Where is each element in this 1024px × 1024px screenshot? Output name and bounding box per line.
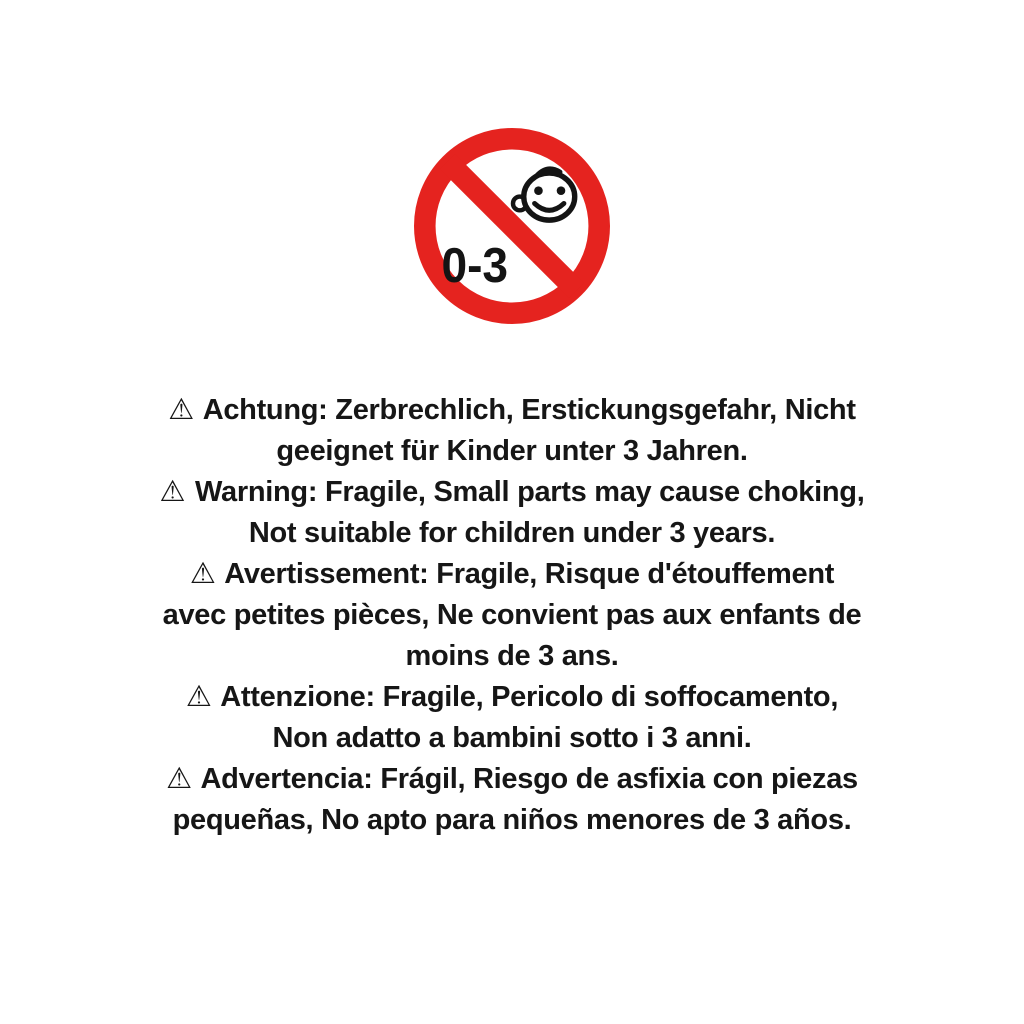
warning-text: Attenzione: Fragile, Pericolo di soffocamento, bbox=[220, 681, 839, 713]
warning-triangle-icon: ⚠ bbox=[168, 394, 194, 426]
warning-line bbox=[0, 390, 1024, 431]
warning-triangle-icon: ⚠ bbox=[166, 763, 192, 795]
warning-line bbox=[0, 759, 1024, 800]
warning-english bbox=[0, 472, 1024, 554]
age-range-label: 0-3 bbox=[441, 238, 509, 293]
warning-triangle-icon: ⚠ bbox=[185, 681, 212, 713]
warning-line bbox=[0, 472, 1024, 513]
warning-line bbox=[0, 677, 1024, 718]
warning-text: Advertencia: Frágil, Riesgo de asfixia con piezas bbox=[200, 763, 858, 795]
warning-line: moins de 3 ans. bbox=[405, 640, 619, 672]
baby-eye-left bbox=[534, 186, 543, 195]
warning-line: pequeñas, No apto para niños menores de 3 años. bbox=[172, 804, 852, 836]
warning-text: Achtung: Zerbrechlich, Erstickungsgefahr, Nicht bbox=[202, 394, 856, 426]
warning-text: Warning: Fragile, Small parts may cause choking, bbox=[195, 476, 865, 508]
warning-french bbox=[0, 554, 1024, 677]
baby-eye-right bbox=[557, 186, 566, 195]
warning-italian bbox=[0, 677, 1024, 759]
warnings-text-block bbox=[0, 390, 1024, 841]
warning-line bbox=[0, 554, 1024, 595]
warning-triangle-icon: ⚠ bbox=[159, 476, 186, 508]
warning-spanish bbox=[0, 759, 1024, 841]
warning-line: Non adatto a bambini sotto i 3 anni. bbox=[272, 722, 752, 754]
no-children-0-3-icon bbox=[414, 128, 610, 324]
warning-line: avec petites pièces, Ne convient pas aux enfants de bbox=[162, 599, 862, 631]
warning-german bbox=[0, 390, 1024, 472]
warning-line: geeignet für Kinder unter 3 Jahren. bbox=[276, 435, 748, 467]
baby-head bbox=[524, 173, 575, 220]
baby-face-icon bbox=[513, 169, 575, 220]
warning-triangle-icon: ⚠ bbox=[189, 558, 216, 590]
prohibition-sign-graphic bbox=[414, 128, 610, 324]
warning-text: Avertissement: Fragile, Risque d'étouffement bbox=[224, 558, 835, 590]
warning-line: Not suitable for children under 3 years. bbox=[248, 517, 776, 549]
